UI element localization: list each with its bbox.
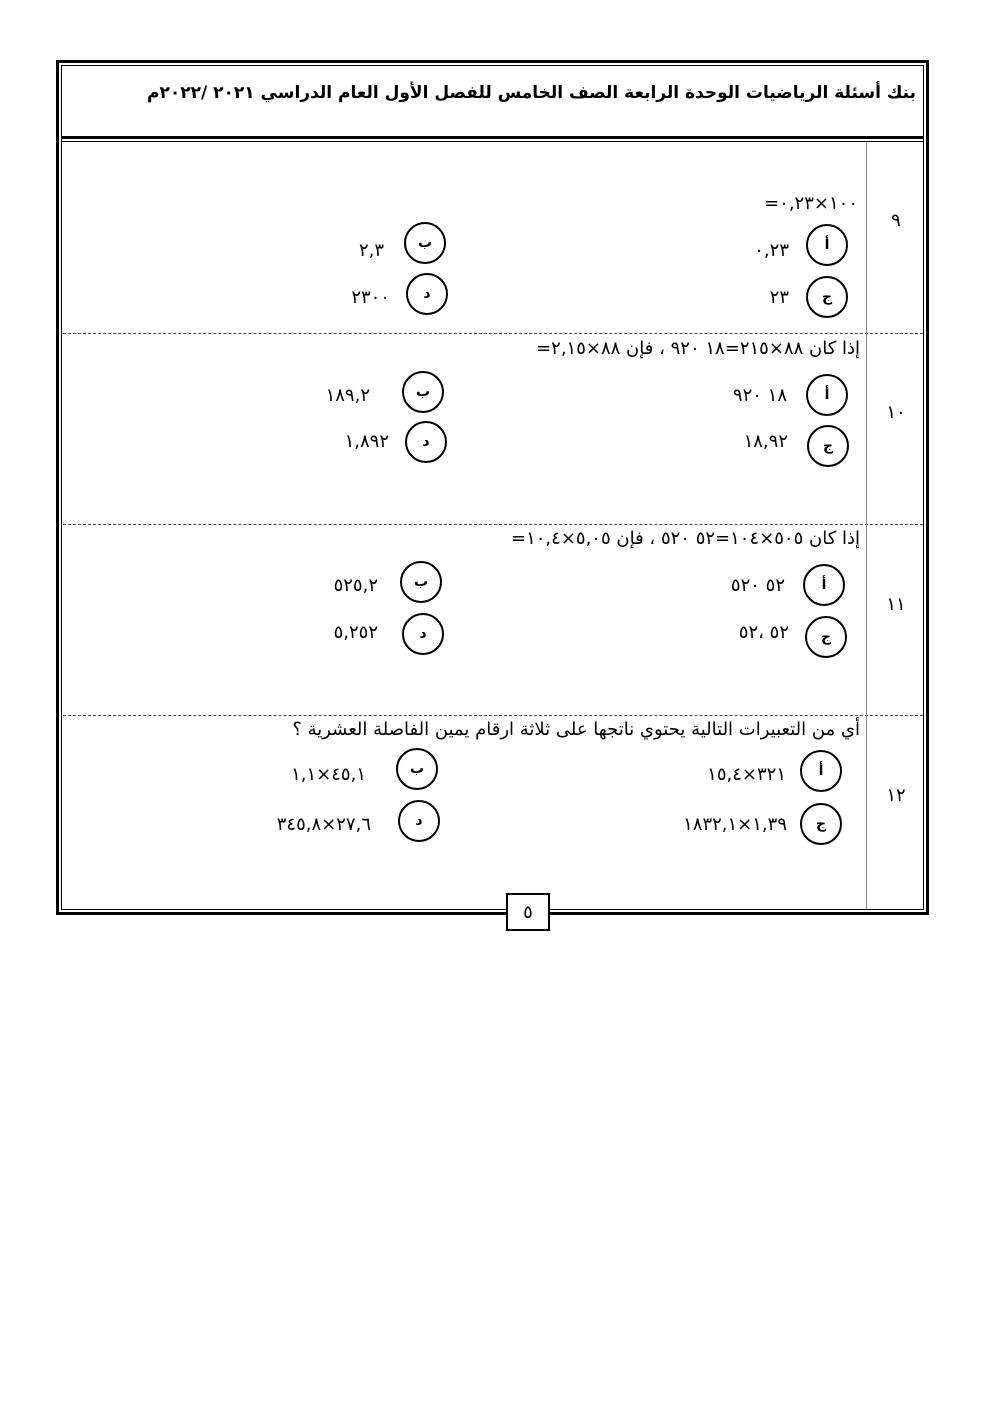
row-divider [63,524,923,525]
page-frame-inner [61,65,924,910]
option-b-value: ١٨٩,٢ [325,385,370,406]
option-a-circle[interactable]: أ [806,374,848,416]
option-a-value: ٠,٢٣ [754,240,789,261]
option-c-circle[interactable]: ج [806,276,848,318]
question-stem: إذا كان ٥٠٥×١٠٤=٥٢ ٥٢٠ ، فإن ٥,٠٥×١٠,٤= [511,528,860,549]
option-b-value: ٤٥,١×١,١ [291,764,366,785]
option-b-value: ٥٢٥,٢ [333,575,378,596]
question-number: ١١ [886,594,906,615]
option-d-value: ١,٨٩٢ [344,431,389,452]
number-column-divider [866,143,867,909]
option-a-value: ٥٢ ٥٢٠ [730,575,785,596]
option-c-circle[interactable]: ج [805,616,847,658]
question-number: ٩ [891,210,901,231]
option-b-value: ٢,٣ [358,240,384,261]
option-d-value: ٢٣٠٠ [351,287,390,308]
option-d-value: ٢٧,٦×٣٤٥,٨ [276,814,371,835]
option-b-circle[interactable]: ب [402,371,444,413]
header-divider [61,141,924,142]
header [61,65,924,139]
option-c-value: ٢٣ [769,287,789,308]
option-b-circle[interactable]: ب [396,748,438,790]
page-number-text: ٥ [523,901,533,923]
page-title: بنك أسئلة الرياضيات الوحدة الرابعة الصف الخامس للفصل الأول العام الدراسي ٢٠٢١ /٢٠٢٢م [147,83,916,103]
question-stem: إذا كان ٨٨×٢١٥=١٨ ٩٢٠ ، فإن ٨٨×٢,١٥= [536,338,860,359]
option-d-circle[interactable]: د [402,613,444,655]
option-c-value: ١٨,٩٢ [743,431,788,452]
option-d-circle[interactable]: د [405,421,447,463]
question-number: ١٠ [886,402,906,423]
option-b-circle[interactable]: ب [404,222,446,264]
option-d-circle[interactable]: د [406,273,448,315]
option-a-circle[interactable]: أ [803,564,845,606]
row-divider [63,333,923,334]
option-c-circle[interactable]: ج [800,803,842,845]
question-stem: أي من التعبيرات التالية يحتوي ناتجها على ثلاثة ارقام يمين الفاصلة العشرية ؟ [292,719,860,740]
option-b-circle[interactable]: ب [400,561,442,603]
page-number [506,893,550,931]
option-c-circle[interactable]: ج [807,425,849,467]
option-a-value: ٣٢١×١٥,٤ [707,764,786,785]
option-a-value: ١٨ ٩٢٠ [732,385,787,406]
option-a-circle[interactable]: أ [806,224,848,266]
question-number: ١٢ [886,785,906,806]
option-a-circle[interactable]: أ [800,750,842,792]
option-d-value: ٥,٢٥٢ [333,622,378,643]
question-stem: ١٠٠×٠,٢٣= [764,193,858,214]
option-d-circle[interactable]: د [398,800,440,842]
option-c-value: ٥٢ ،٥٢ [738,622,789,643]
row-divider [63,715,923,716]
option-c-value: ١,٣٩×١٨٣٢,١ [683,814,787,835]
